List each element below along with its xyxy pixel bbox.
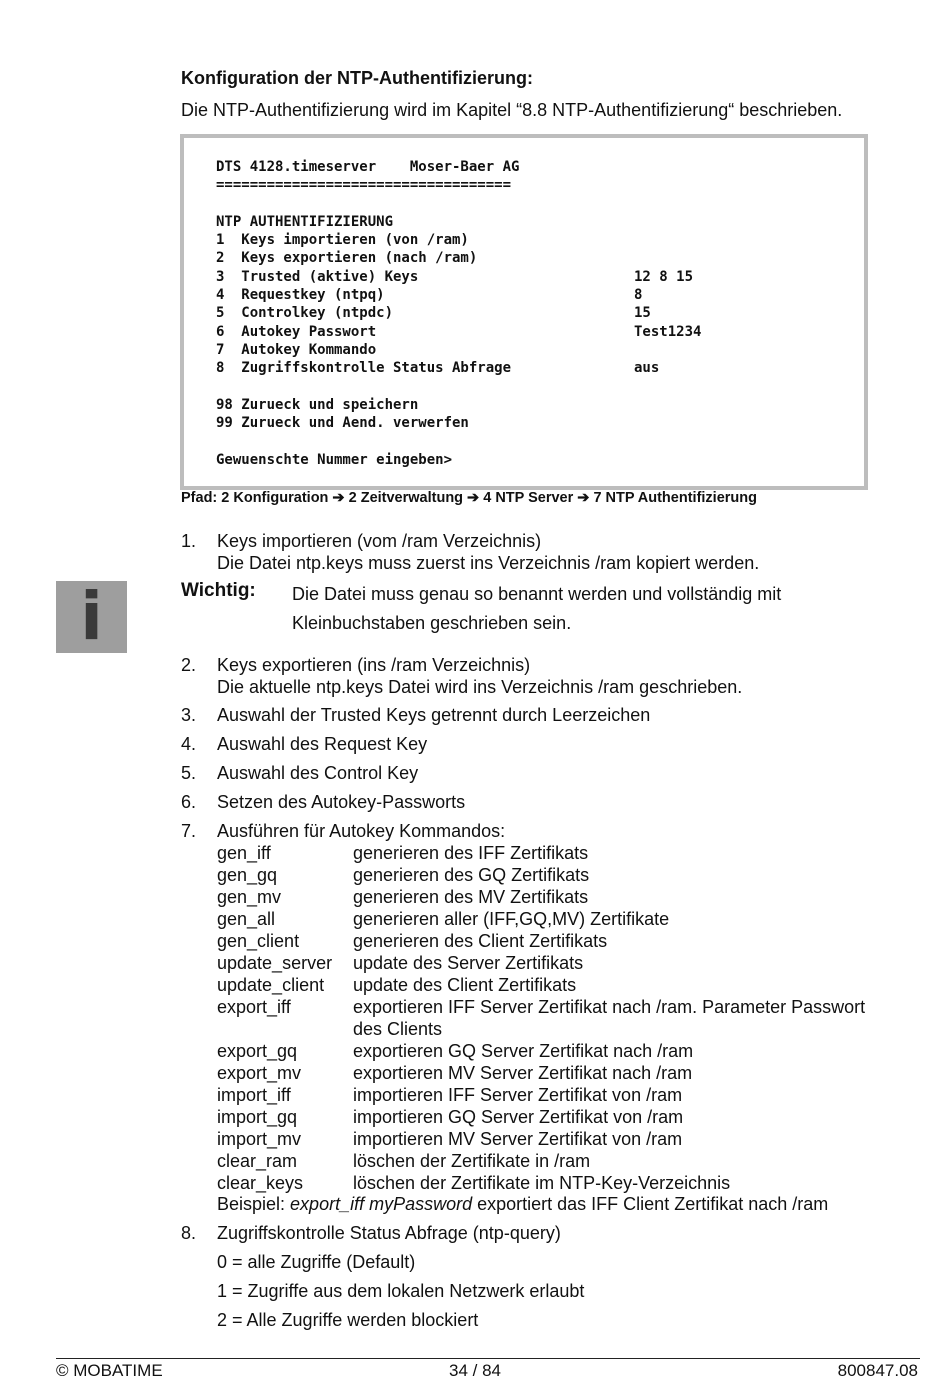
terminal-line-text: 7 Autokey Kommando	[216, 341, 377, 358]
terminal-line-text: DTS 4128.timeserver Moser-Baer AG	[216, 159, 520, 175]
command-name: clear_ram	[217, 1151, 298, 1171]
command-description: update des Client Zertifikats	[353, 975, 577, 995]
terminal-line-text: 1 Keys importieren (von /ram)	[216, 232, 469, 249]
terminal-line-value: aus	[634, 360, 660, 377]
example-suffix: exportiert das IFF Client Zertifikat nach /ram	[472, 1194, 829, 1214]
command-description: generieren des MV Zertifikats	[353, 887, 589, 907]
list-number: 2.	[181, 655, 197, 675]
terminal-lines	[216, 158, 702, 469]
terminal-line-text: 3 Trusted (aktive) Keys	[216, 268, 419, 285]
list-text: Ausführen für Autokey Kommandos:	[217, 821, 506, 841]
list-text: Auswahl des Request Key	[217, 734, 428, 754]
command-name: gen_client	[217, 931, 300, 951]
command-description: löschen der Zertifikate in /ram	[353, 1151, 591, 1171]
list-text: Die aktuelle ntp.keys Datei wird ins Verzeichnis /ram geschrieben.	[217, 677, 743, 697]
command-name: export_gq	[217, 1041, 298, 1061]
terminal-screen	[180, 134, 868, 490]
important-label: Wichtig:	[181, 580, 256, 601]
important-text: Die Datei muss genau so benannt werden und vollständig mit Kleinbuchstaben geschrieben sein.	[292, 584, 782, 633]
command-description: importieren IFF Server Zertifikat von /ram	[353, 1085, 683, 1105]
command-description: des Clients	[353, 1019, 443, 1039]
command-name: update_server	[217, 953, 333, 973]
access-option-2: 2 = Alle Zugriffe werden blockiert	[217, 1310, 479, 1330]
command-description: exportieren GQ Server Zertifikat nach /ram	[353, 1041, 694, 1061]
terminal-line	[216, 432, 519, 450]
example-command: export_iff myPassword	[290, 1194, 473, 1214]
footer-copyright: © MOBATIME	[56, 1361, 163, 1380]
section-heading: Konfiguration der NTP-Authentifizierung:	[181, 68, 533, 88]
command-description: importieren MV Server Zertifikat von /ram	[353, 1129, 683, 1149]
terminal-line-text: 99 Zurueck und Aend. verwerfen	[216, 415, 469, 432]
list-number: 5.	[181, 763, 197, 783]
terminal-line-text: NTP AUTHENTIFIZIERUNG	[216, 213, 394, 230]
terminal-line-text: Gewuenschte Nummer eingeben>	[216, 451, 453, 468]
command-name: import_iff	[217, 1085, 291, 1105]
terminal-line-text: 5 Controlkey (ntpdc)	[216, 305, 394, 322]
list-number: 6.	[181, 792, 197, 812]
command-description: generieren des IFF Zertifikats	[353, 843, 589, 863]
command-name: gen_gq	[217, 865, 278, 885]
terminal-line	[216, 213, 519, 231]
example-line	[217, 1193, 828, 1215]
intro-text: Die NTP-Authentifizierung wird im Kapitel “8.8 NTP-Authentifizierung“ beschrieben.	[181, 100, 843, 120]
list-text: Die Datei ntp.keys muss zuerst ins Verzeichnis /ram kopiert werden.	[217, 553, 760, 573]
terminal-line	[216, 286, 643, 304]
terminal-line	[216, 231, 519, 249]
command-name: export_iff	[217, 997, 291, 1017]
command-description: importieren GQ Server Zertifikat von /ram	[353, 1107, 684, 1127]
terminal-line	[216, 414, 519, 432]
footer-page-number: 34 / 84	[449, 1361, 501, 1380]
access-option-0: 0 = alle Zugriffe (Default)	[217, 1252, 416, 1272]
terminal-line	[216, 341, 519, 359]
terminal-line-value: 12 8 15	[634, 268, 694, 285]
terminal-line-text: 4 Requestkey (ntpq)	[216, 287, 385, 304]
command-name: gen_mv	[217, 887, 282, 907]
command-description: generieren des GQ Zertifikats	[353, 865, 590, 885]
terminal-line-text: 2 Keys exportieren (nach /ram)	[216, 250, 478, 267]
terminal-line-text: 6 Autokey Passwort	[216, 323, 377, 340]
command-name: import_gq	[217, 1107, 298, 1127]
list-text: Zugriffskontrolle Status Abfrage (ntp-query)	[217, 1223, 561, 1243]
command-description: generieren des Client Zertifikats	[353, 931, 608, 951]
terminal-line-value: 15	[634, 305, 651, 322]
list-text: Auswahl der Trusted Keys getrennt durch Leerzeichen	[217, 705, 651, 725]
list-number: 4.	[181, 734, 197, 754]
command-name: gen_iff	[217, 843, 271, 863]
terminal-line-value: 8	[634, 287, 643, 304]
command-description: generieren aller (IFF,GQ,MV) Zertifikate	[353, 909, 670, 929]
command-name: gen_all	[217, 909, 276, 929]
terminal-line-text: ===================================	[216, 177, 512, 194]
terminal-line	[216, 359, 660, 377]
info-box	[56, 578, 127, 655]
command-description: exportieren MV Server Zertifikat nach /ram	[353, 1063, 693, 1083]
terminal-line-value: Test1234	[634, 323, 702, 340]
terminal-line	[216, 268, 694, 286]
terminal-line-text: 98 Zurueck und speichern	[216, 396, 419, 413]
terminal-line-text: 8 Zugriffskontrolle Status Abfrage	[216, 360, 512, 377]
terminal-line	[216, 323, 702, 341]
example-prefix: Beispiel:	[217, 1194, 291, 1214]
footer-divider	[56, 1358, 920, 1359]
access-option-1: 1 = Zugriffe aus dem lokalen Netzwerk erlaubt	[217, 1281, 585, 1301]
list-number: 1.	[181, 531, 197, 551]
terminal-line	[216, 195, 519, 213]
list-number: 8.	[181, 1223, 197, 1243]
command-description: update des Server Zertifikats	[353, 953, 584, 973]
list-text: Auswahl des Control Key	[217, 763, 419, 783]
list-text: Keys exportieren (ins /ram Verzeichnis)	[217, 655, 531, 675]
command-name: export_mv	[217, 1063, 302, 1083]
list-number: 7.	[181, 821, 197, 841]
list-text: Keys importieren (vom /ram Verzeichnis)	[217, 531, 542, 551]
terminal-line	[216, 451, 519, 469]
command-description: löschen der Zertifikate im NTP-Key-Verzeichnis	[353, 1173, 731, 1193]
list-text: Setzen des Autokey-Passworts	[217, 792, 466, 812]
terminal-line	[216, 249, 519, 267]
info-icon: i	[80, 578, 103, 655]
command-name: update_client	[217, 975, 325, 995]
terminal-line	[216, 378, 519, 396]
terminal-line	[216, 304, 651, 322]
terminal-line	[216, 176, 519, 194]
list-number: 3.	[181, 705, 197, 725]
command-name: clear_keys	[217, 1173, 304, 1193]
terminal-line	[216, 158, 519, 176]
command-name: import_mv	[217, 1129, 302, 1149]
menu-path: Pfad: 2 Konfiguration ➔ 2 Zeitverwaltung ➔ 4 NTP Server ➔ 7 NTP Authentifizierung	[181, 490, 757, 506]
footer-doc-number: 800847.08	[837, 1361, 918, 1380]
command-description: exportieren IFF Server Zertifikat nach /ram. Parameter Passwort	[353, 997, 866, 1017]
terminal-line	[216, 396, 519, 414]
